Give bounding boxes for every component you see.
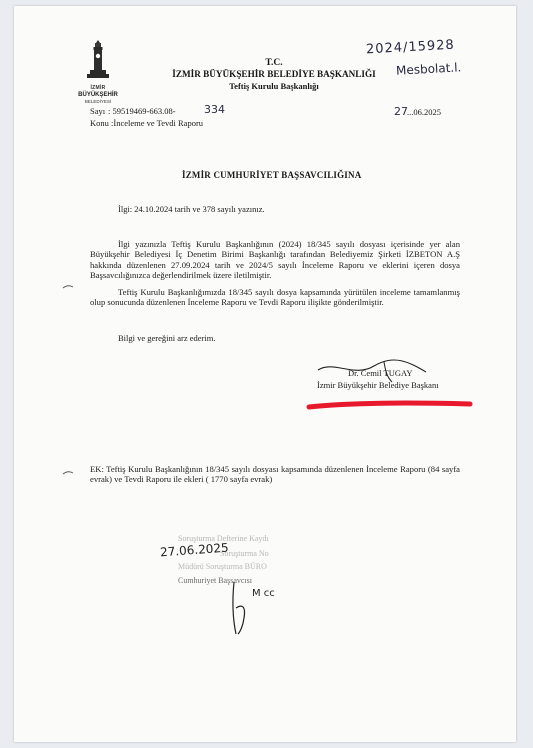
body-paragraph-2: Teftiş Kurulu Başkanlığımızda 18/345 sayılı dosya kapsamında yürütülen inceleme tamamlanmış olup sonucunda düzenlenen İnceleme Raporu ve Tevdi Raporu ilişikte gönderilmiştir. (90, 287, 460, 308)
signatory-name: Dr. Cemil TUGAY (348, 368, 413, 378)
date-suffix: ...06.2025 (407, 107, 441, 117)
document-page (14, 6, 516, 742)
handwritten-note: Mesbolat.l. (395, 60, 462, 78)
stamp-line-1: Soruşturma Defterine Kaydı (178, 534, 269, 543)
header-tc: T.C. (265, 58, 283, 68)
header-department: Teftiş Kurulu Başkanlığı (229, 81, 319, 91)
logo-sub: BELEDİYESİ (84, 99, 112, 104)
ilgi-line: İlgi: 24.10.2024 tarih ve 378 sayılı yazınız. (118, 204, 265, 214)
clock-tower-icon (78, 40, 118, 86)
body-paragraph-1: İlgi yazınızla Teftiş Kurulu Başkanlığının (2024) 18/345 sayılı dosyası içerisinde yer alan Büyükşehir Belediyesi İç Denetim Birimi Başkanlığı tarafından Belediyemiz Şirketi İZBETON A.Ş hakkında düzenlenen 27.09.2024 tarih ve 2024/5 sayılı İnceleme Raporu ve eklerini içeren dosya Başsavcılığınızca değerlendirilmek üzere iletilmiştir. (90, 239, 460, 281)
izmir-logo (78, 40, 118, 104)
ek-attachment: EK: Teftiş Kurulu Başkanlığının 18/345 sayılı dosyası kapsamında düzenlenen İnceleme Raporu (84 sayfa evrak) ve Tevdi Raporu ile ekleri ( 1770 sayfa evrak) (90, 464, 460, 485)
red-marker-stroke (306, 398, 474, 412)
margin-mark-icon (62, 468, 74, 478)
stamp-handwritten-date: 27.06.2025 (159, 540, 230, 560)
body-closing: Bilgi ve gereğini arz ederim. (118, 333, 216, 343)
stamp-line-3: Müdürü Soruşturma BÜRO (178, 562, 267, 571)
sayi-value: : 59519469-663.08- (108, 106, 176, 116)
stamp-line-2: Soruşturma No (220, 549, 269, 558)
handwritten-initial-icon (228, 578, 252, 638)
handwritten-initials: M cc (252, 588, 275, 599)
signatory-title: İzmir Büyükşehir Belediye Başkanı (317, 380, 439, 390)
sayi-label: Sayı (90, 106, 106, 116)
stamp-line-4: Cumhuriyet Başsavcısı (178, 576, 252, 585)
header-institution: İZMİR BÜYÜKŞEHİR BELEDİYE BAŞKANLIĞI (172, 69, 376, 79)
handwritten-number: 2024/15928 (365, 37, 456, 58)
margin-mark-icon (62, 282, 74, 292)
date-handwritten: 27 (394, 105, 408, 118)
konu-line: Konu :İnceleme ve Tevdi Raporu (90, 118, 204, 128)
sayi-handwritten: 334 (204, 103, 225, 116)
logo-name: BÜYÜKŞEHİR (78, 92, 118, 98)
addressee: İZMİR CUMHURİYET BAŞSAVCILIĞINA (182, 170, 362, 180)
logo-city: İZMİR (90, 85, 106, 91)
